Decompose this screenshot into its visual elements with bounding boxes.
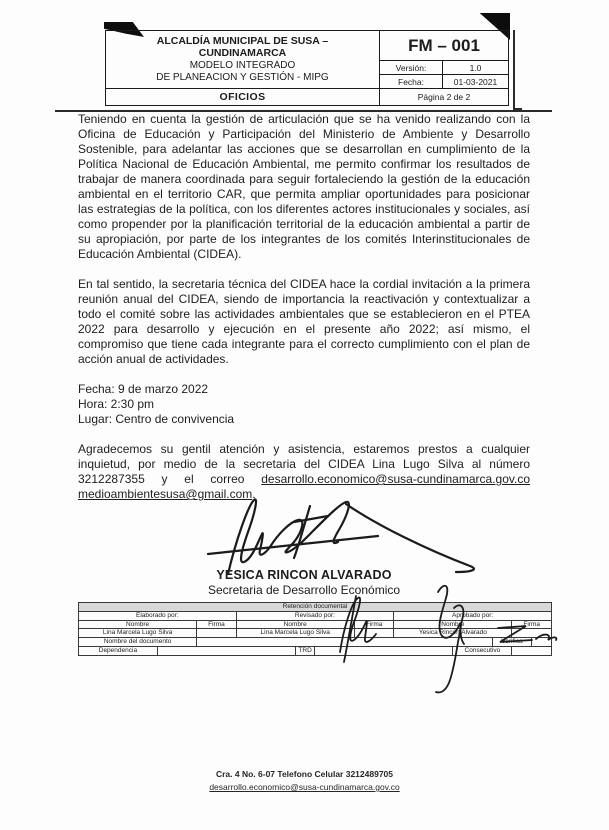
paragraph-3-period: .: [252, 487, 256, 501]
version-value: 1.0: [469, 62, 482, 73]
aprobado-nombre: Yesica Rincón Alvarado: [394, 629, 512, 638]
form-header-left-cell: [106, 31, 380, 105]
page-number-label: Página 2 de 2: [417, 92, 471, 102]
letter-footer: [0, 768, 609, 794]
paragraph-3-text: Agradecemos su gentil atención y asistencia, estaremos prestos a cualquier inquietud, por medio de la secretaria del CIDEA Lina Lugo Silva al número 3212287355 y el correo: [78, 442, 530, 486]
trd-label: TRD: [295, 646, 315, 655]
retention-table: [78, 602, 552, 656]
dependency-value-cell: [157, 646, 295, 655]
email-link-medioambiente[interactable]: medioambientesusa@gmail.com: [78, 487, 253, 501]
event-place: Lugar: Centro de convivencia: [78, 412, 235, 426]
version-label: Versión:: [380, 61, 443, 74]
paragraph-2: En tal sentido, la secretaria técnica del CIDEA hace la cordial invitación a la primera reunión anual del CIDEA, siendo de importancia la reactivación y contextualizar a todo el comité sobre las actividades ambientales que se establecieron en el PTEA 2022 para desarrollo y ejecución en el presente año 2022; así mismo, el compromiso que tiene cada integrante para el correcto cumplimiento con el plan de acción anual de actividades.: [78, 277, 530, 366]
doc-name-label: Nombre del documento: [79, 638, 197, 647]
col-header-firma-3: Firma: [512, 620, 552, 629]
footer-email-link[interactable]: desarrollo.economico@susa-cundinamarca.gov.co: [209, 782, 400, 792]
paragraph-1: Teniendo en cuenta la gestión de articulación que se ha venido realizando con la Oficina de Educación y Participación del Ministerio de Ambiente y Desarrollo Sostenible, para adelantar las acciones que se desarrollan en cumplimiento de la Política Nacional de Educación Ambiental, me permito confirmar los resultados de trabajar de manera coordinada para seguir fortaleciendo la gestión de la educación ambiental en el territorio CAR, que permita ampliar oportunidades para posicionar las estrategias de la política, con los diferentes actores institucionales y sociales, así como propender por la planificación territorial de la educación ambiental a partir de su apropiación, por parte de los integrantes de los comités Interinstitucionales de Educación Ambiental (CIDEA).: [78, 112, 530, 261]
form-header-right-cell: [380, 31, 508, 105]
footer-address: Cra. 4 No. 6-07 Telefono Celular 3212489705: [215, 769, 393, 779]
section-elaborado: Elaborado por:: [79, 611, 237, 620]
org-name-line1: ALCALDÍA MUNICIPAL DE SUSA –: [156, 34, 329, 47]
date-label: Fecha:: [380, 75, 443, 88]
scan-edge-artifact: [513, 30, 515, 110]
verify-value-cell: [532, 638, 552, 647]
verify-label: Verifica: [492, 638, 531, 647]
date-value: 01-03-2021: [453, 76, 498, 87]
elaborado-firma-cell: [197, 629, 236, 638]
letter-body: [78, 112, 530, 517]
form-header-table: [105, 30, 509, 106]
revisado-nombre: Lina Marcela Lugo Silva: [236, 629, 354, 638]
signer-name: YESICA RINCON ALVARADO: [216, 568, 392, 582]
trd-value-cell: [315, 646, 453, 655]
consecutive-value-cell: [512, 646, 552, 655]
dependency-label: Dependencia: [79, 646, 158, 655]
org-name-line2: CUNDINAMARCA: [198, 47, 287, 59]
org-name-line4: DE PLANEACION Y GESTIÓN - MIPG: [156, 72, 329, 83]
retention-title: Retención documental: [79, 603, 552, 612]
col-header-firma-2: Firma: [354, 620, 393, 629]
org-name-line3: MODELO INTEGRADO: [189, 59, 296, 71]
aprobado-firma-cell: [512, 629, 552, 638]
col-header-nombre-3: Nombre: [394, 620, 512, 629]
section-aprobado: Aprobado por:: [394, 611, 552, 620]
event-date: Fecha: 9 de marzo 2022: [78, 382, 209, 396]
document-type-label: OFICIOS: [219, 91, 266, 103]
org-title-block: [106, 31, 379, 89]
signer-title: Secretaria de Desarrollo Económico: [207, 583, 401, 597]
date-row: [380, 75, 508, 89]
section-revisado: Revisado por:: [236, 611, 394, 620]
version-row: [380, 61, 508, 75]
form-code: FM – 001: [380, 31, 508, 61]
elaborado-nombre: Lina Marcela Lugo Silva: [79, 629, 197, 638]
email-link-desarrollo[interactable]: desarrollo.economico@susa-cundinamarca.gov.co: [261, 472, 530, 486]
doc-name-value-cell: [197, 638, 493, 647]
event-details: [78, 382, 530, 427]
event-time: Hora: 2:30 pm: [78, 397, 155, 411]
revisado-firma-cell: [354, 629, 393, 638]
col-header-firma-1: Firma: [197, 620, 236, 629]
consecutive-label: Consecutivo: [453, 646, 512, 655]
col-header-nombre-2: Nombre: [236, 620, 354, 629]
col-header-nombre-1: Nombre: [79, 620, 197, 629]
